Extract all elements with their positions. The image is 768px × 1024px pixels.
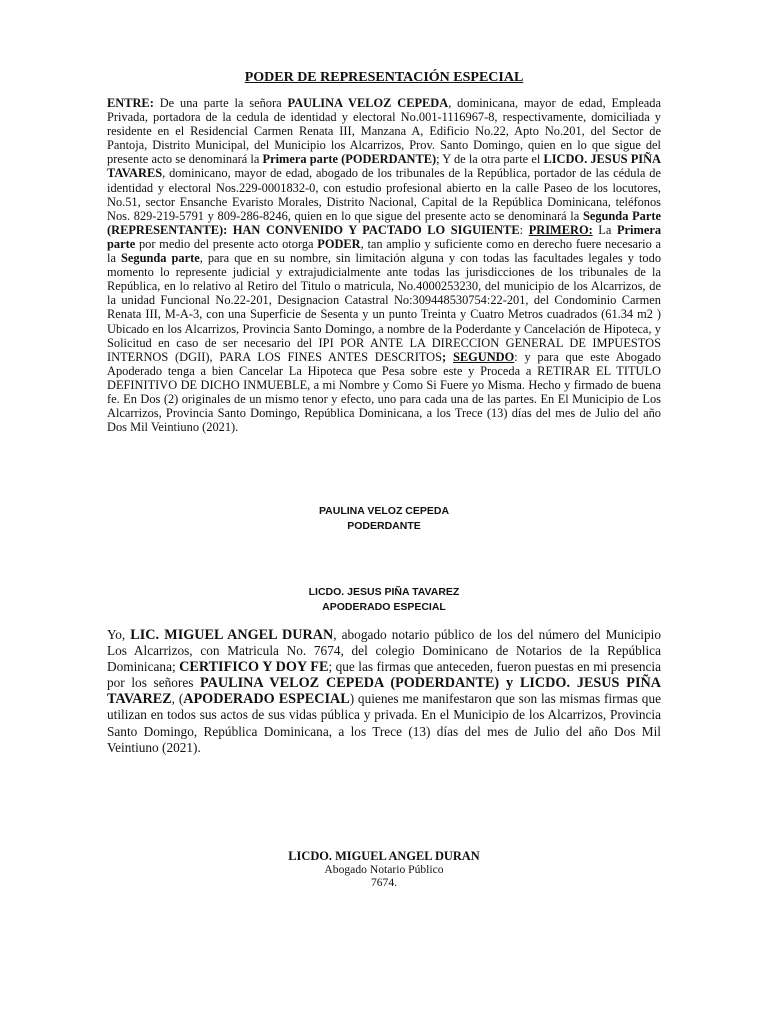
text-run: De una parte la señora xyxy=(153,96,288,110)
text-run: PAULINA VELOZ CEPEDA (PODERDANTE) y LICDO. JESUS PIÑA TAVAREZ xyxy=(107,675,661,708)
notary-certification-paragraph xyxy=(107,627,661,756)
text-run: Primera parte (PODERDANTE) xyxy=(262,152,437,167)
text-run: , ( xyxy=(171,691,184,707)
document-title: PODER DE REPRESENTACIÓN ESPECIAL xyxy=(244,70,524,85)
text-run: PAULINA VELOZ CEPEDA xyxy=(287,96,449,110)
text-run: Yo, xyxy=(107,627,131,642)
grantor-role: PODERDANTE xyxy=(347,520,421,532)
text-run: por medio del presente acto otorga xyxy=(135,236,318,251)
text-run: ; que las firmas que anteceden, fueron puestas en mi presencia por los señores xyxy=(107,659,661,691)
text-run: LICDO. JESUS PIÑA TAVARES xyxy=(107,152,661,181)
text-run: ENTRE: xyxy=(107,96,154,110)
notary-number: 7674. xyxy=(370,876,398,889)
text-run: ) quienes me manifestaron que son las mismas firmas que utilizan en todos sus actos de sus vidas pública y privada. En el Municipio de los Alcarrizos, Provincia Santo Domingo, República Dominicana, a los Trece (13) días del mes de Julio del año Dos Mil Veintiuno (2021). xyxy=(107,691,661,755)
text-run: PODER xyxy=(317,236,361,251)
text-run: : y para que este Abogado Apoderado tenga a bien Cancelar La Hipoteca que Pesa sobre este y Proceda a RETIRAR EL TITULO DEFINITIVO DE DICHO INMUEBLE, a mi Nombre y Como Si Fuere yo Misma. Hecho y firmado de buena fe. En Dos (2) originales de un mismo tenor y efecto, uno para cada una de las partes. En El Municipio de Los Alcarrizos, Provincia Santo Domingo, República Dominicana, a los Trece (13) días del mes de Julio del año Dos Mil Veintiuno (2021). xyxy=(107,349,661,435)
text-run: Segunda parte xyxy=(121,251,200,266)
text-run: LIC. MIGUEL ANGEL DURAN xyxy=(130,627,334,643)
text-run: ; Y de la otra parte el xyxy=(436,152,544,167)
power-of-attorney-paragraph xyxy=(107,96,661,434)
attorney-signature-block xyxy=(0,585,768,615)
notary-name: LICDO. MIGUEL ANGEL DURAN xyxy=(288,849,480,863)
notary-signature-block xyxy=(0,850,768,889)
attorney-name: LICDO. JESUS PIÑA TAVAREZ xyxy=(308,586,460,598)
text-run: , dominicano, mayor de edad, abogado de los tribunales de la República, portador de las cédula de identidad y electoral Nos.229-0001832-0, con estudio profesional abierto en la calle Paseo de los locutores, No.51, sector Ensanche Evaristo Morales, Distrito Nacional, Capital de la República Dominicana, teléfonos Nos. 829-219-5791 y 809-286-8246, quien en lo que sigue del presente acto se denominará la xyxy=(107,166,661,223)
grantor-signature-block xyxy=(0,504,768,534)
notary-title: Abogado Notario Público xyxy=(324,863,444,876)
text-run: CERTIFICO Y DOY FE xyxy=(179,659,329,676)
attorney-role: APODERADO ESPECIAL xyxy=(322,601,446,613)
text-run: La xyxy=(592,222,617,237)
grantor-name: PAULINA VELOZ CEPEDA xyxy=(318,505,450,517)
text-run: , abogado notario público de los del número del Municipio Los Alcarrizos, con Matricula No. 7674, del colegio Dominicano de Notarios de la República Dominicana; xyxy=(107,627,661,675)
text-run: , dominicana, mayor de edad, Empleada Privada, portadora de la cedula de identidad y electoral No.001-1116967-8, respectivamente, domiciliada y residente en el Residencial Carmen Renata III, Manzana A, Edificio No.22, Apto No.201, del Sector de Pantoja, Distrito Municipal, del Municipio los Alcarrizos, Prov. Santo Domingo, quien en lo que sigue del presente acto se denominará la xyxy=(107,96,661,167)
text-run: , para que en su nombre, sin limitación alguna y con todas las facultades legales y todo momento lo represente judicial y extrajudicialmente ante todas las jurisdicciones de los tribunales de la República, en lo relativo al Retiro del Titulo o matricula, No.4000253230, del municipio de los Alcarrizos, de la unidad Funcional No.22-201, Designacion Catastral No:309448530754:22-201, del Condominio Carmen Renata III, M-A-3, con una Superficie de Sesenta y un punto Treinta y Cuatro Metros cuadrados (61.34 m2 ) Ubicado en los Alcarrizos, Provincia Santo Domingo, a nombre de la Poderdante y Cancelación de Hipoteca, y Solicitud en caso de ser necesario del IPI POR ANTE LA DIRECCION GENERAL DE IMPUESTOS INTERNOS (DGII), PARA LOS FINES ANTES DESCRITOS xyxy=(107,251,662,364)
text-run: ; xyxy=(442,349,447,364)
text-run: APODERADO ESPECIAL xyxy=(183,691,350,708)
text-run: Segunda Parte (REPRESENTANTE): HAN CONVENIDO Y PACTADO LO SIGUIENTE xyxy=(107,208,661,237)
text-run: Primera parte xyxy=(107,222,662,251)
text-run: : xyxy=(519,222,529,237)
text-run xyxy=(446,350,453,364)
text-run: , tan amplio y suficiente como en derecho fuere necesario a la xyxy=(107,236,662,266)
text-run: PRIMERO: xyxy=(528,222,593,237)
text-run: SEGUNDO xyxy=(452,349,515,364)
